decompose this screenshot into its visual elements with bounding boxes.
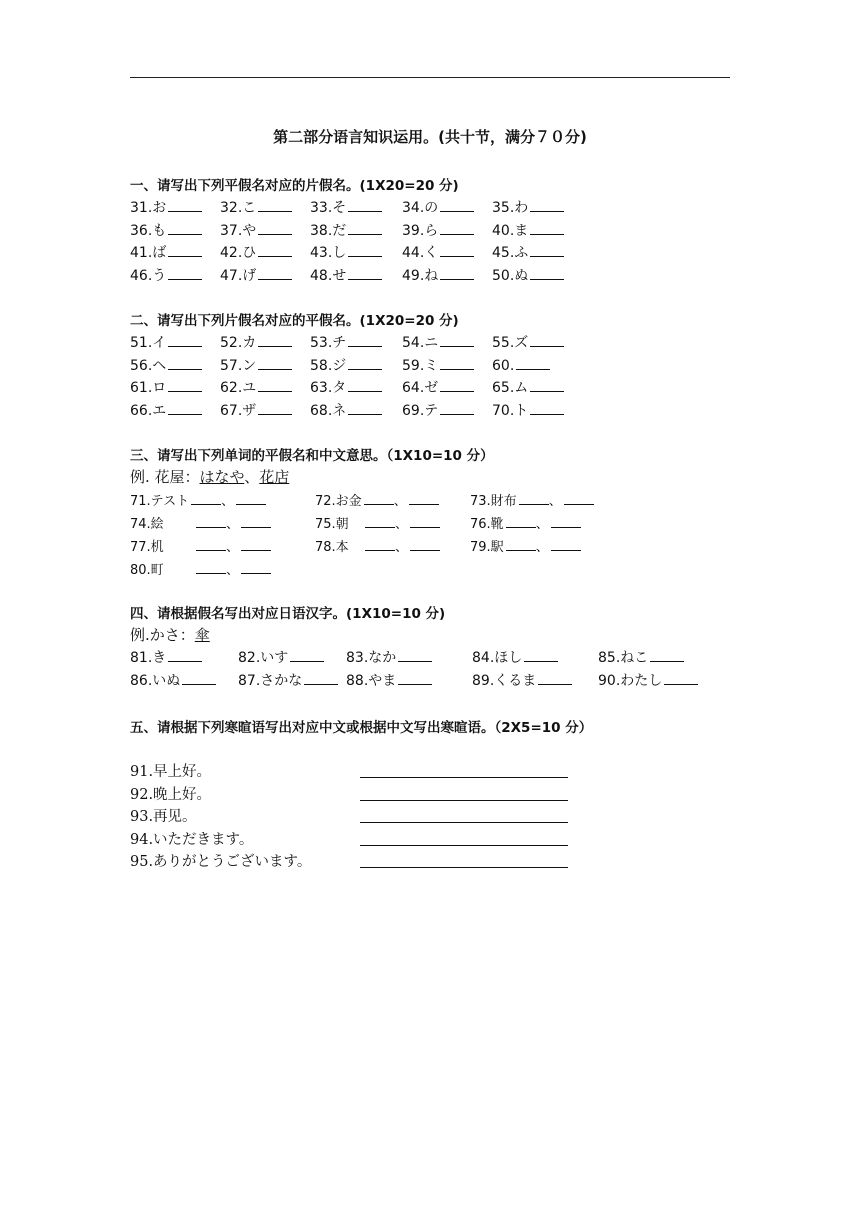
- question-item: [492, 355, 550, 374]
- question-item: [402, 332, 474, 352]
- kana-blank[interactable]: [191, 490, 221, 505]
- kana-blank[interactable]: [196, 559, 226, 574]
- question-item: [220, 332, 292, 352]
- meaning-blank[interactable]: [564, 490, 594, 505]
- question-label: 43.し: [310, 245, 347, 261]
- answer-blank[interactable]: [348, 332, 382, 347]
- kana-blank[interactable]: [506, 513, 536, 528]
- answer-blank[interactable]: [530, 377, 564, 392]
- top-rule: [130, 77, 730, 78]
- answer-blank[interactable]: [258, 197, 292, 212]
- kana-blank[interactable]: [365, 513, 395, 528]
- question-item: [238, 647, 324, 667]
- answer-blank[interactable]: [348, 197, 382, 212]
- example-prefix: 例.かさ：: [130, 626, 195, 644]
- answer-blank[interactable]: [168, 355, 202, 370]
- answer-line[interactable]: [360, 845, 568, 846]
- page-title: 第二部分语言知识运用。(共十节，满分７０分): [273, 128, 587, 146]
- answer-blank[interactable]: [168, 647, 202, 662]
- question-item: [220, 400, 292, 420]
- question-label: 84.ほし: [472, 650, 523, 666]
- question-label: 53.チ: [310, 335, 347, 351]
- answer-blank[interactable]: [348, 377, 382, 392]
- greeting-item: 93.再见。: [130, 809, 197, 825]
- answer-blank[interactable]: [168, 265, 202, 280]
- question-item: [130, 242, 202, 262]
- section-4-heading: 四、请根据假名写出对应日语汉字。(1X10=10 分): [130, 606, 446, 622]
- question-item: [130, 513, 271, 532]
- greeting-item: 92.晚上好。: [130, 786, 212, 803]
- question-item: [130, 332, 202, 352]
- question-label: 89.くるま: [472, 673, 537, 689]
- answer-blank[interactable]: [440, 400, 474, 415]
- question-item: [130, 536, 271, 555]
- question-label: 62.ユ: [220, 380, 257, 396]
- answer-blank[interactable]: [516, 355, 550, 370]
- question-item: [492, 197, 564, 217]
- question-item: [220, 355, 292, 375]
- question-item: [470, 513, 581, 532]
- question-item: [130, 559, 271, 578]
- meaning-blank[interactable]: [551, 536, 581, 551]
- question-label: 31.お: [130, 200, 167, 216]
- question-item: [402, 377, 474, 397]
- answer-blank[interactable]: [530, 197, 564, 212]
- answer-blank[interactable]: [258, 355, 292, 370]
- question-item: [310, 265, 382, 285]
- meaning-blank[interactable]: [236, 490, 266, 505]
- answer-blank[interactable]: [348, 242, 382, 257]
- question-item: [470, 490, 594, 509]
- question-label: 61.ロ: [130, 380, 167, 396]
- answer-line[interactable]: [360, 800, 568, 801]
- question-item: [310, 197, 382, 217]
- answer-blank[interactable]: [290, 647, 324, 662]
- meaning-blank[interactable]: [409, 490, 439, 505]
- question-label: 38.だ: [310, 222, 347, 239]
- question-label: 90.わたし: [598, 673, 663, 689]
- question-label: 39.ら: [402, 222, 439, 239]
- answer-blank[interactable]: [168, 197, 202, 212]
- question-label: 87.さかな: [238, 673, 303, 689]
- question-label: 64.ゼ: [402, 380, 439, 396]
- question-label: 68.ネ: [310, 402, 347, 419]
- question-item: [402, 265, 474, 285]
- answer-blank[interactable]: [258, 220, 292, 235]
- question-label: 67.ザ: [220, 402, 257, 419]
- question-item: [220, 197, 292, 217]
- question-item: [402, 197, 474, 217]
- question-item: [315, 513, 440, 532]
- question-item: [130, 670, 216, 690]
- section-2-heading: 二、请写出下列片假名对应的平假名。(1X20=20 分): [130, 313, 459, 329]
- question-label: 50.ぬ: [492, 267, 529, 284]
- question-item: [310, 242, 382, 262]
- question-label: 37.や: [220, 222, 257, 239]
- answer-blank[interactable]: [258, 242, 292, 257]
- example-cn: 花店: [259, 468, 290, 486]
- question-label: 49.ね: [402, 267, 439, 284]
- question-item: [315, 536, 440, 555]
- separator: 、: [221, 494, 235, 509]
- answer-blank[interactable]: [440, 197, 474, 212]
- question-label: 81.き: [130, 650, 167, 666]
- question-item: [310, 355, 382, 375]
- section-3-heading: 三、请写出下列单词的平假名和中文意思。（1X10=10 分）: [130, 448, 494, 464]
- question-label: 40.ま: [492, 222, 529, 239]
- answer-blank[interactable]: [168, 242, 202, 257]
- answer-blank[interactable]: [530, 265, 564, 280]
- question-label: 69.テ: [402, 402, 439, 419]
- answer-blank[interactable]: [530, 332, 564, 347]
- answer-blank[interactable]: [348, 400, 382, 415]
- question-item: [310, 400, 382, 420]
- question-label: 54.ニ: [402, 335, 439, 351]
- question-label: 57.ン: [220, 357, 257, 374]
- question-item: [310, 332, 382, 352]
- question-label: 33.そ: [310, 200, 347, 216]
- question-label: 72.お金: [315, 494, 362, 509]
- question-label: 56.ヘ: [130, 357, 167, 374]
- question-label: 51.イ: [130, 335, 167, 351]
- question-item: [220, 220, 292, 240]
- question-item: [130, 197, 202, 217]
- answer-blank[interactable]: [168, 377, 202, 392]
- kana-blank[interactable]: [196, 536, 226, 551]
- question-label: 65.ム: [492, 380, 529, 396]
- answer-blank[interactable]: [348, 220, 382, 235]
- answer-blank[interactable]: [524, 647, 558, 662]
- question-item: [402, 355, 474, 375]
- question-label: 47.げ: [220, 267, 257, 284]
- question-label: 82.いす: [238, 650, 289, 666]
- answer-blank[interactable]: [650, 647, 684, 662]
- question-item: [130, 355, 202, 375]
- question-item: [346, 647, 432, 667]
- question-label: 85.ねこ: [598, 650, 649, 666]
- example-prefix: 例. 花屋：: [130, 468, 200, 486]
- question-item: [310, 377, 382, 397]
- question-item: [315, 490, 439, 509]
- separator: 、: [226, 563, 240, 578]
- answer-blank[interactable]: [440, 242, 474, 257]
- section-3-example: [130, 466, 289, 487]
- question-label: 79.駅: [470, 540, 504, 555]
- question-item: [598, 647, 684, 667]
- example-kana: はなや: [199, 468, 245, 486]
- question-label: 52.カ: [220, 335, 257, 351]
- question-item: [492, 220, 564, 240]
- question-item: [492, 400, 564, 420]
- answer-blank[interactable]: [530, 220, 564, 235]
- question-label: 60.: [492, 357, 515, 374]
- example-answer: 傘: [194, 626, 210, 644]
- question-label: 80.町: [130, 563, 164, 578]
- kana-blank[interactable]: [365, 536, 395, 551]
- answer-blank[interactable]: [398, 647, 432, 662]
- question-label: 42.ひ: [220, 245, 257, 261]
- separator: 、: [226, 517, 240, 532]
- separator: 、: [226, 540, 240, 555]
- separator: 、: [395, 517, 409, 532]
- answer-blank[interactable]: [348, 355, 382, 370]
- question-label: 75.朝: [315, 517, 349, 532]
- kana-blank[interactable]: [364, 490, 394, 505]
- question-item: [130, 647, 202, 667]
- answer-blank[interactable]: [530, 400, 564, 415]
- answer-blank[interactable]: [664, 670, 698, 685]
- question-item: [130, 265, 202, 285]
- answer-blank[interactable]: [440, 265, 474, 280]
- kana-blank[interactable]: [196, 513, 226, 528]
- question-label: 46.う: [130, 267, 167, 284]
- question-label: 74.絵: [130, 517, 164, 532]
- answer-blank[interactable]: [440, 355, 474, 370]
- question-label: 35.わ: [492, 200, 529, 216]
- question-label: 73.財布: [470, 494, 517, 509]
- question-label: 36.も: [130, 222, 167, 239]
- question-item: [310, 220, 382, 240]
- answer-line[interactable]: [360, 777, 568, 778]
- answer-blank[interactable]: [304, 670, 338, 685]
- greeting-item: 95.ありがとうございます。: [130, 854, 312, 870]
- question-item: [220, 242, 292, 262]
- meaning-blank[interactable]: [410, 513, 440, 528]
- question-item: [220, 265, 292, 285]
- answer-blank[interactable]: [440, 220, 474, 235]
- greeting-item: 94.いただきます。: [130, 831, 254, 848]
- question-label: 41.ば: [130, 245, 167, 261]
- question-item: [130, 220, 202, 240]
- meaning-blank[interactable]: [241, 536, 271, 551]
- answer-blank[interactable]: [258, 400, 292, 415]
- question-item: [472, 647, 558, 667]
- answer-line[interactable]: [360, 822, 568, 823]
- question-item: [598, 670, 698, 690]
- question-item: [472, 670, 572, 690]
- question-label: 70.ト: [492, 402, 529, 419]
- answer-blank[interactable]: [182, 670, 216, 685]
- kana-blank[interactable]: [519, 490, 549, 505]
- question-item: [130, 490, 266, 509]
- question-label: 83.なか: [346, 650, 397, 666]
- section-1-heading: 一、请写出下列平假名对应的片假名。(1X20=20 分): [130, 178, 459, 194]
- answer-blank[interactable]: [258, 332, 292, 347]
- answer-blank[interactable]: [168, 400, 202, 415]
- section-4-example: [130, 624, 210, 645]
- answer-blank[interactable]: [440, 332, 474, 347]
- question-item: [470, 536, 581, 555]
- kana-blank[interactable]: [506, 536, 536, 551]
- meaning-blank[interactable]: [241, 559, 271, 574]
- question-item: [492, 242, 564, 262]
- question-label: 77.机: [130, 540, 164, 555]
- separator: 、: [393, 494, 407, 509]
- question-label: 48.せ: [310, 267, 347, 284]
- question-item: [220, 377, 292, 397]
- answer-line[interactable]: [360, 867, 568, 868]
- question-item: [130, 377, 202, 397]
- separator: 、: [548, 494, 562, 509]
- separator: 、: [535, 517, 549, 532]
- question-label: 55.ズ: [492, 335, 529, 351]
- question-label: 59.ミ: [402, 357, 439, 374]
- question-label: 32.こ: [220, 200, 257, 216]
- question-label: 45.ふ: [492, 245, 529, 261]
- answer-blank[interactable]: [168, 220, 202, 235]
- meaning-blank[interactable]: [410, 536, 440, 551]
- question-label: 34.の: [402, 200, 439, 216]
- example-sep: 、: [244, 468, 260, 486]
- answer-blank[interactable]: [348, 265, 382, 280]
- greeting-item: 91.早上好。: [130, 764, 212, 780]
- answer-blank[interactable]: [440, 377, 474, 392]
- question-label: 44.く: [402, 245, 439, 261]
- meaning-blank[interactable]: [551, 513, 581, 528]
- meaning-blank[interactable]: [241, 513, 271, 528]
- answer-blank[interactable]: [538, 670, 572, 685]
- section-5-heading: 五、请根据下列寒暄语写出对应中文或根据中文写出寒暄语。（2X5=10 分）: [130, 720, 593, 736]
- question-label: 63.タ: [310, 380, 347, 396]
- question-item: [492, 332, 564, 352]
- question-item: [402, 242, 474, 262]
- question-label: 78.本: [315, 540, 349, 555]
- question-label: 71.テスト: [130, 494, 190, 509]
- question-label: 66.エ: [130, 402, 167, 419]
- question-label: 58.ジ: [310, 357, 347, 374]
- question-item: [492, 377, 564, 397]
- question-item: [238, 670, 338, 690]
- question-item: [402, 220, 474, 240]
- answer-blank[interactable]: [168, 332, 202, 347]
- question-item: [402, 400, 474, 420]
- question-label: 88.やま: [346, 673, 397, 689]
- question-label: 76.靴: [470, 517, 504, 532]
- separator: 、: [535, 540, 549, 555]
- answer-blank[interactable]: [258, 265, 292, 280]
- answer-blank[interactable]: [530, 242, 564, 257]
- question-item: [492, 265, 564, 285]
- question-item: [346, 670, 432, 690]
- question-item: [130, 400, 202, 420]
- separator: 、: [395, 540, 409, 555]
- answer-blank[interactable]: [258, 377, 292, 392]
- question-label: 86.いぬ: [130, 673, 181, 689]
- answer-blank[interactable]: [398, 670, 432, 685]
